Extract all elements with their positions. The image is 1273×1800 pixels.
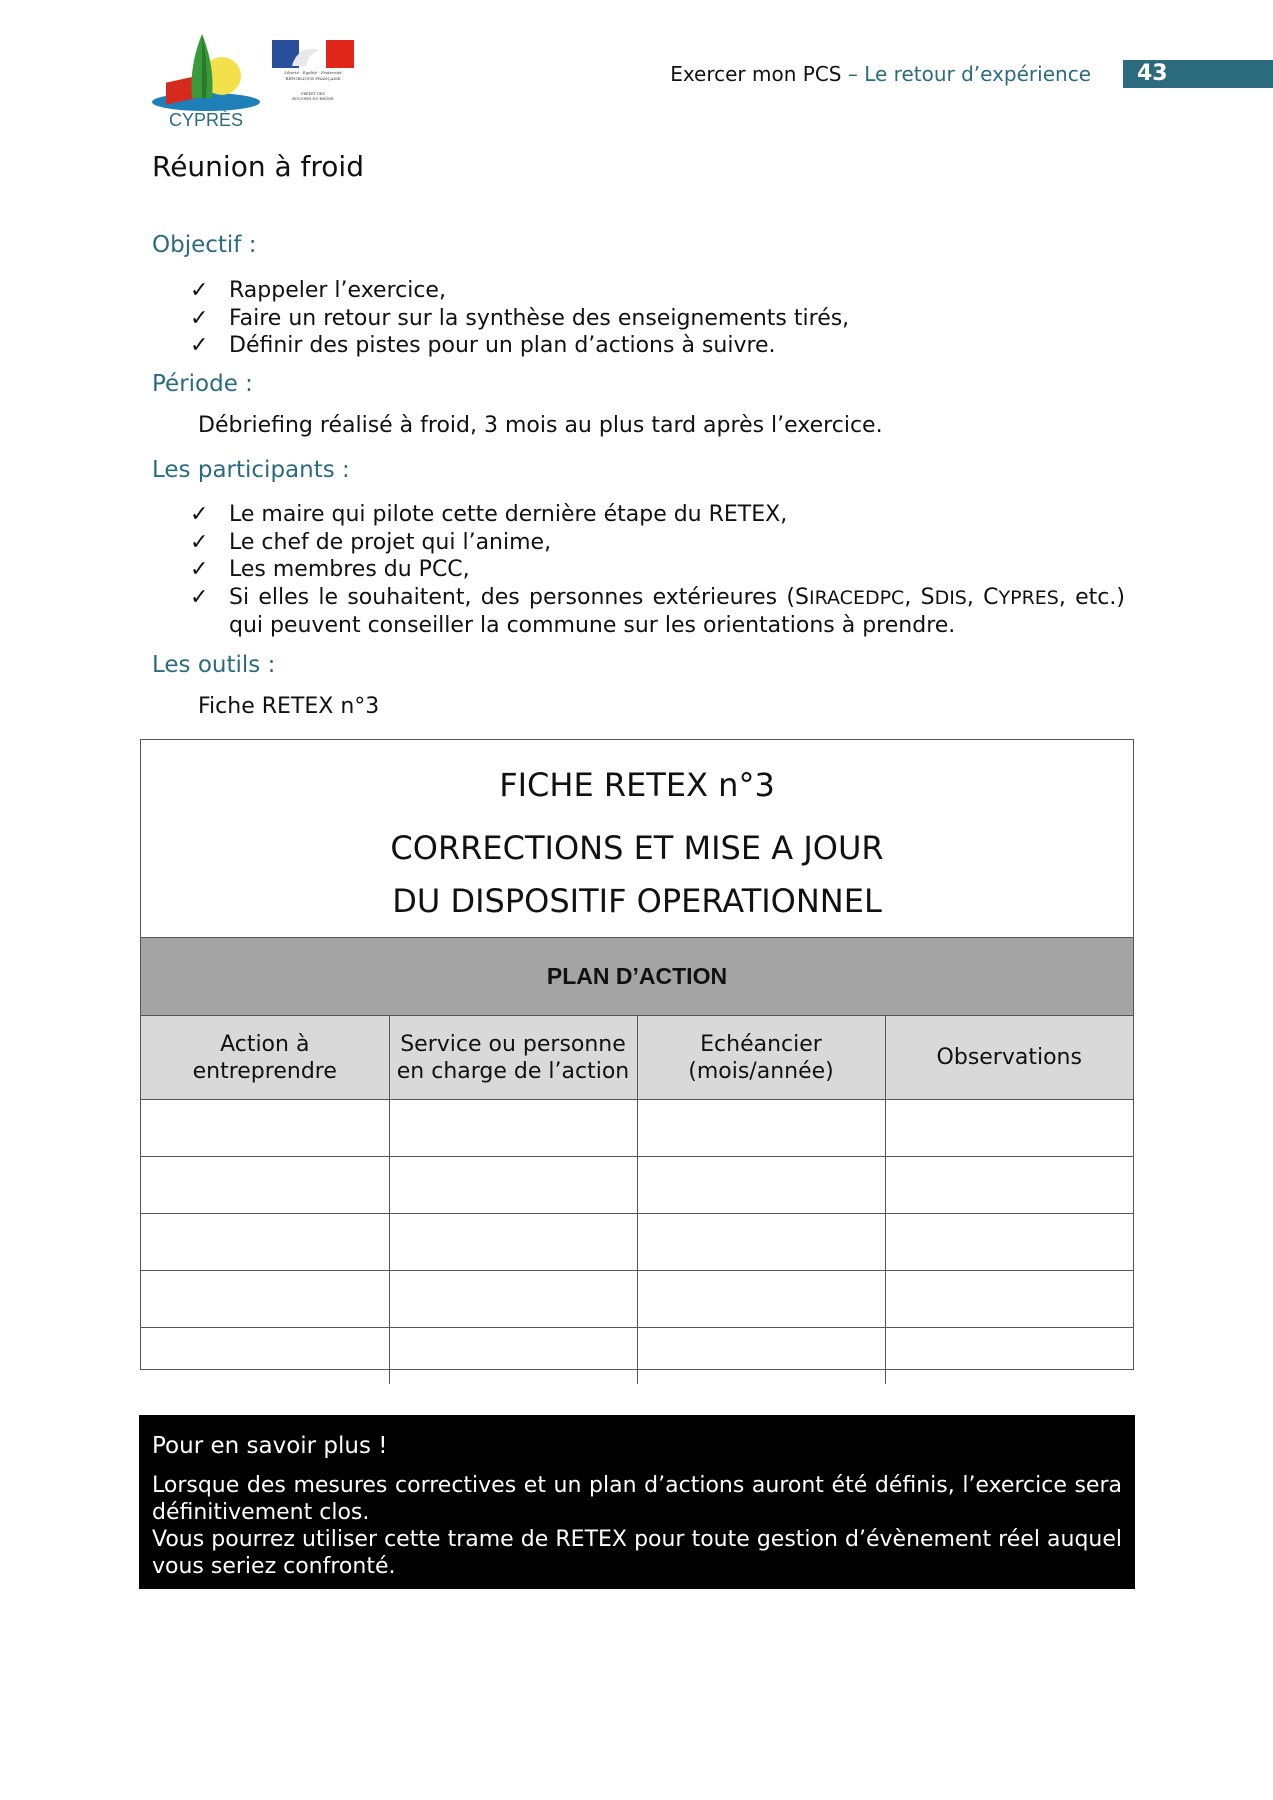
table-row [141, 1100, 1133, 1157]
svg-text:PRÉFET DES: PRÉFET DES [301, 92, 325, 96]
table-cell[interactable] [637, 1271, 885, 1328]
table-cell[interactable] [389, 1328, 637, 1385]
fiche-header [141, 740, 1133, 937]
outils-text: Fiche RETEX n°3 [198, 694, 380, 719]
svg-text:RÉPUBLIQUE FRANÇAISE: RÉPUBLIQUE FRANÇAISE [285, 76, 341, 81]
table-header-row [141, 1016, 1133, 1100]
objectif-label: Objectif : [152, 232, 257, 258]
table-cell[interactable] [389, 1100, 637, 1157]
header-title-prefix: Exercer mon PCS [670, 62, 842, 86]
plan-action-table [141, 1016, 1133, 1384]
table-cell[interactable] [141, 1214, 389, 1271]
table-row [141, 1214, 1133, 1271]
list-item: ✓ Le maire qui pilote cette dernière étape du RETEX, [190, 502, 788, 527]
info-box-title: Pour en savoir plus ! [152, 1433, 388, 1459]
prefet-logo [272, 40, 354, 110]
periode-label: Période : [152, 371, 253, 397]
column-header-action: Action à entreprendre [141, 1016, 389, 1100]
fiche-retex-form [140, 739, 1134, 1370]
fiche-subtitle-line2: DU DISPOSITIF OPERATIONNEL [392, 882, 882, 920]
info-box [139, 1415, 1135, 1589]
table-row [141, 1328, 1133, 1385]
table-cell[interactable] [885, 1157, 1133, 1214]
check-icon: ✓ [190, 502, 209, 527]
outils-label: Les outils : [152, 652, 276, 678]
table-row [141, 1271, 1133, 1328]
header-title-separator: – [841, 62, 865, 86]
table-cell[interactable] [141, 1328, 389, 1385]
fiche-title: FICHE RETEX n°3 [499, 766, 775, 804]
list-item: ✓ Les membres du PCC, [190, 557, 470, 582]
check-icon: ✓ [190, 305, 209, 331]
table-cell[interactable] [885, 1271, 1133, 1328]
column-header-echeancier: Echéancier (mois/année) [637, 1016, 885, 1100]
list-item: ✓ Définir des pistes pour un plan d’actions à suivre. [190, 333, 776, 358]
table-cell[interactable] [389, 1214, 637, 1271]
table-cell[interactable] [141, 1271, 389, 1328]
table-cell[interactable] [141, 1157, 389, 1214]
check-icon: ✓ [190, 333, 209, 358]
table-cell[interactable] [637, 1214, 885, 1271]
info-box-paragraph-2: Vous pourrez utiliser cette trame de RETEX pour toute gestion d’évènement réel auquel vous seriez confronté. [152, 1527, 1122, 1579]
info-box-paragraph-1: Lorsque des mesures correctives et un plan d’actions auront été définis, l’exercice sera définitivement clos. [152, 1473, 1122, 1525]
objectif-list [190, 277, 1125, 360]
list-item: ✓ Rappeler l’exercice, [190, 278, 446, 303]
check-icon: ✓ [190, 529, 209, 555]
table-cell[interactable] [141, 1100, 389, 1157]
periode-text: Débriefing réalisé à froid, 3 mois au plus tard après l’exercice. [198, 413, 883, 438]
table-row [141, 1157, 1133, 1214]
check-icon: ✓ [190, 584, 209, 610]
header-title-suffix: Le retour d’expérience [864, 62, 1091, 86]
svg-text:Liberté · Égalité · Fraternité: Liberté · Égalité · Fraternité [284, 70, 342, 75]
check-icon: ✓ [190, 557, 209, 582]
plan-action-header: PLAN D’ACTION [141, 937, 1133, 1016]
fiche-subtitle-line1: CORRECTIONS ET MISE A JOUR [390, 829, 884, 867]
participants-list [190, 501, 1125, 640]
table-cell[interactable] [885, 1328, 1133, 1385]
check-icon: ✓ [190, 278, 209, 303]
table-cell[interactable] [637, 1100, 885, 1157]
svg-text:BOUCHES-DU-RHÔNE: BOUCHES-DU-RHÔNE [292, 97, 334, 101]
running-header [670, 62, 1091, 86]
table-cell[interactable] [885, 1214, 1133, 1271]
column-header-observations: Observations [885, 1016, 1133, 1100]
cypres-logo-text: CYPRÈS [168, 110, 244, 130]
table-cell[interactable] [389, 1271, 637, 1328]
column-header-service: Service ou personne en charge de l’action [389, 1016, 637, 1100]
list-item: ✓ Le chef de projet qui l’anime, [190, 529, 552, 555]
table-cell[interactable] [389, 1157, 637, 1214]
cypres-logo [150, 34, 262, 130]
table-cell[interactable] [637, 1157, 885, 1214]
page-number-badge: 43 [1123, 60, 1273, 88]
list-item: ✓ Faire un retour sur la synthèse des enseignements tirés, [190, 305, 850, 331]
page-title: Réunion à froid [152, 150, 364, 183]
list-item: ✓ Si elles le souhaitent, des personnes extérieures (SIRACEDPC, SDIS, CYPRES, etc.) qui peuvent conseiller la commune sur les orientations à prendre. [190, 584, 1125, 638]
participants-label: Les participants : [152, 457, 350, 483]
table-cell[interactable] [637, 1328, 885, 1385]
table-cell[interactable] [885, 1100, 1133, 1157]
